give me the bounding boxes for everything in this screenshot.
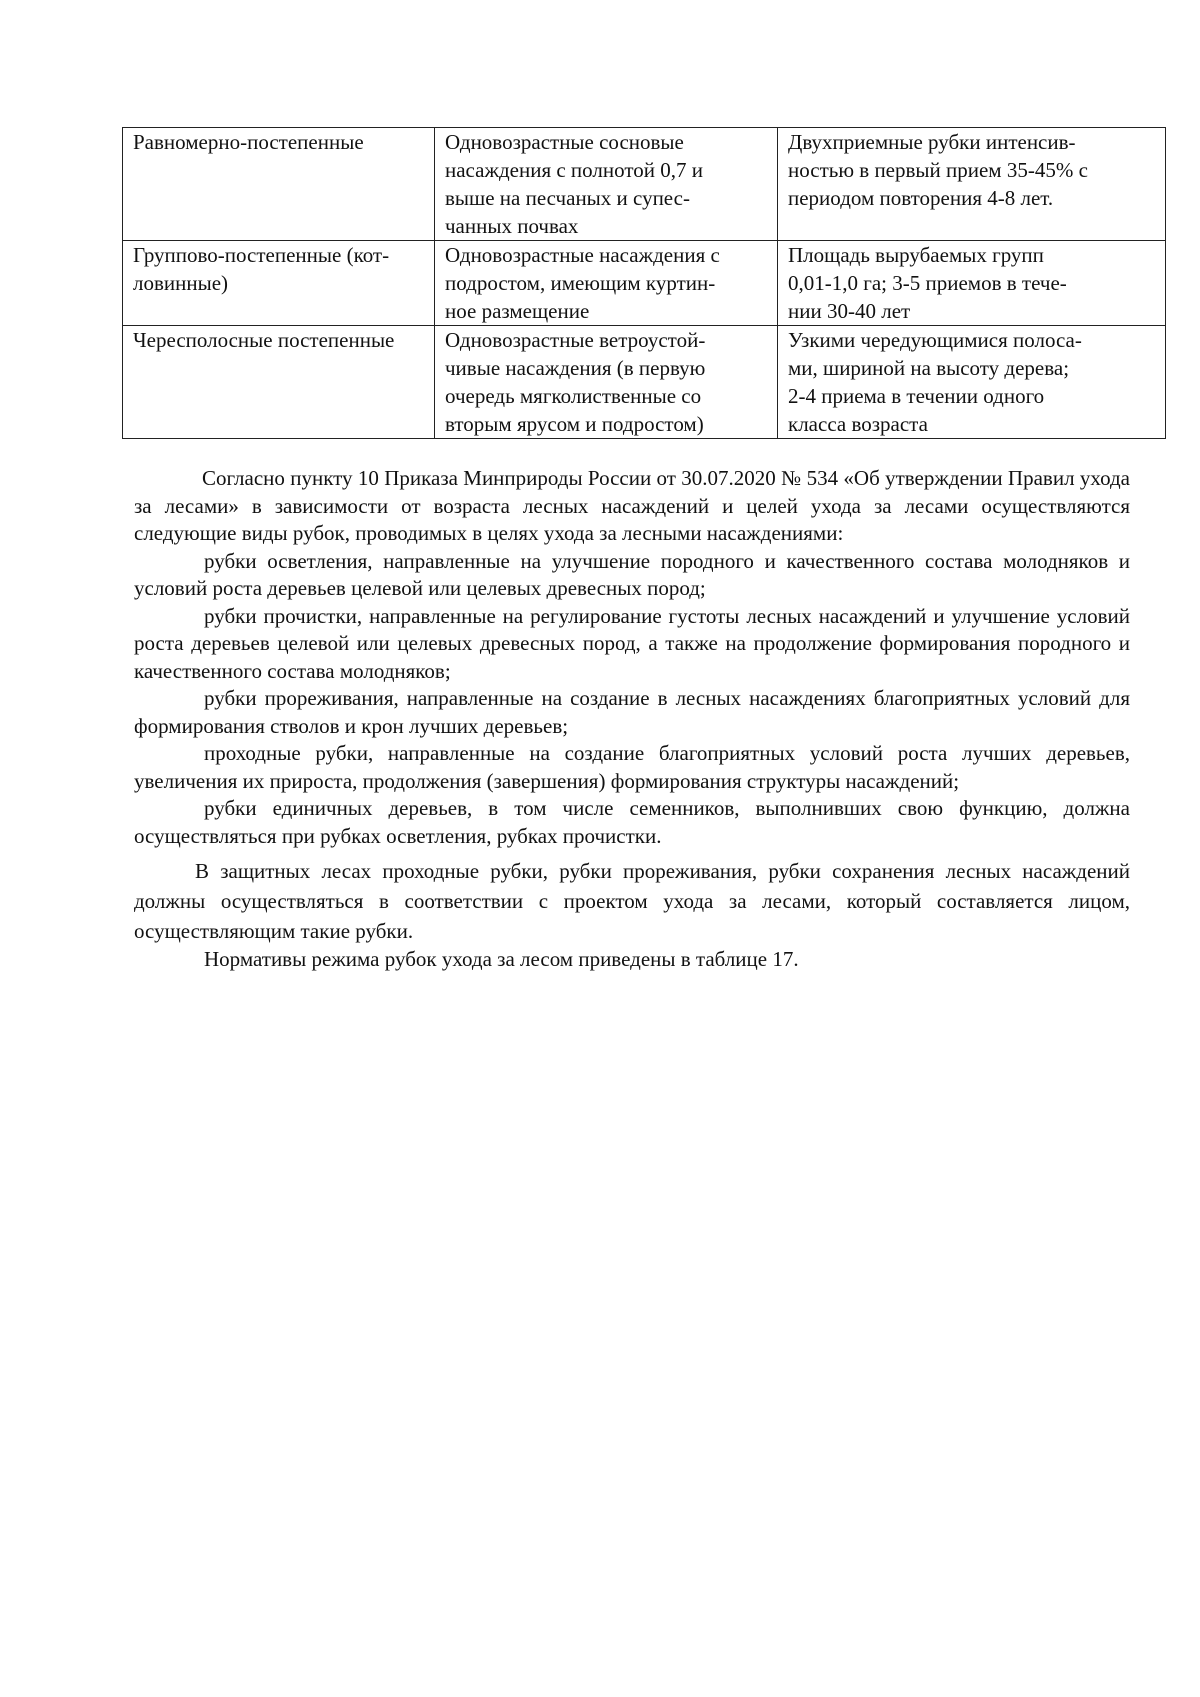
table-row bbox=[123, 128, 1166, 241]
cutting-type-cell: Чересполосные постепенные bbox=[123, 326, 435, 439]
table-row bbox=[123, 241, 1166, 326]
list-item: рубки прореживания, направленные на создание в лесных насаждениях благоприятных условий для формирования стволов и крон лучших деревьев; bbox=[134, 686, 1130, 738]
stand-conditions-cell: Одновозрастные сосновые насаждения с полнотой 0,7 и выше на песчаных и супес- чанных почвах bbox=[435, 128, 778, 241]
list-item: рубки единичных деревьев, в том числе семенников, выполнивших свою функцию, должна осуществляться при рубках осветления, рубках прочистки. bbox=[134, 796, 1130, 848]
cutting-characteristics-cell: Узкими чередующимися полоса- ми, шириной на высоту дерева; 2-4 приема в течении одного класса возраста bbox=[778, 326, 1166, 439]
cutting-type-cell: Группово-постепенные (кот- ловинные) bbox=[123, 241, 435, 326]
cutting-characteristics-cell: Площадь вырубаемых групп 0,01-1,0 га; 3-5 приемов в тече- нии 30-40 лет bbox=[778, 241, 1166, 326]
stand-conditions-cell: Одновозрастные насаждения с подростом, имеющим куртин- ное размещение bbox=[435, 241, 778, 326]
table-row bbox=[123, 326, 1166, 439]
norms-paragraph: Нормативы режима рубок ухода за лесом приведены в таблице 17. bbox=[204, 947, 799, 971]
intro-paragraph: Согласно пункту 10 Приказа Минприроды России от 30.07.2020 № 534 «Об утверждении Правил ухода за лесами» в зависимости от возраста лесных насаждений и целей ухода за лесами осуществляются следующие виды рубок, проводимых в целях ухода за лесными насаждениями: bbox=[134, 466, 1130, 545]
body-text bbox=[134, 465, 1130, 974]
cutting-type-cell: Равномерно-постепенные bbox=[123, 128, 435, 241]
cutting-characteristics-cell: Двухприемные рубки интенсив- ностью в первый прием 35-45% с периодом повторения 4-8 лет. bbox=[778, 128, 1166, 241]
list-item: проходные рубки, направленные на создание благоприятных условий роста лучших деревьев, увеличения их прироста, продолжения (завершения) формирования структуры насаждений; bbox=[134, 741, 1130, 793]
cutting-methods-table bbox=[122, 127, 1166, 439]
list-item: рубки прочистки, направленные на регулирование густоты лесных насаждений и улучшение условий роста деревьев целевой или целевых древесных пород, а также на продолжение формирования породного и качественного состава молодняков; bbox=[134, 603, 1130, 683]
stand-conditions-cell: Одновозрастные ветроустой- чивые насаждения (в первую очередь мягколиственные со вторым ярусом и подростом) bbox=[435, 326, 778, 439]
protective-forests-paragraph: В защитных лесах проходные рубки, рубки прореживания, рубки сохранения лесных насаждений должны осуществляться в соответствии с проектом ухода за лесами, который составляется лицом, осуществляющим такие рубки. bbox=[134, 859, 1130, 943]
list-item: рубки осветления, направленные на улучшение породного и качественного состава молодняков и условий роста деревьев целевой или целевых древесных пород; bbox=[134, 548, 1130, 600]
